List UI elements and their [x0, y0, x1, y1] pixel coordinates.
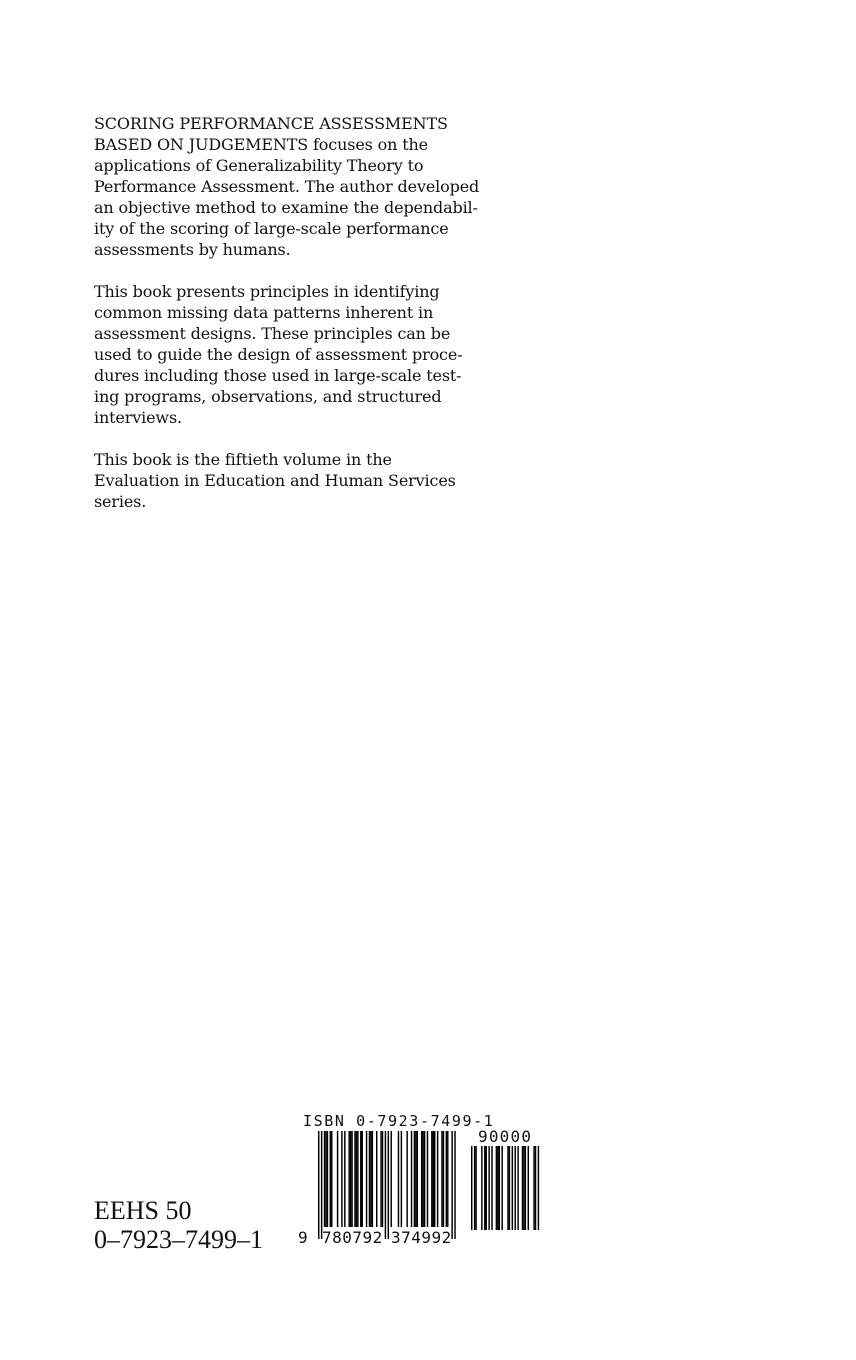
barcode-right-digits: 374992 — [391, 1228, 452, 1247]
addon-bar — [523, 1146, 524, 1230]
barcode-bar — [369, 1131, 370, 1227]
blurb-line: This book presents principles in identifying — [94, 282, 440, 301]
barcode-bar — [366, 1131, 367, 1227]
back-cover-blurb — [94, 113, 486, 533]
barcode-bar — [360, 1131, 361, 1227]
addon-bar — [499, 1146, 500, 1230]
blurb-paragraph-1 — [94, 113, 486, 260]
barcode-bar — [350, 1131, 351, 1227]
addon-bar — [538, 1146, 539, 1230]
barcode-guard-bar — [321, 1131, 322, 1239]
addon-bar — [512, 1146, 513, 1230]
barcode-bar — [331, 1131, 332, 1227]
barcode-bar — [443, 1131, 444, 1227]
barcode-bar — [417, 1131, 418, 1227]
blurb-line: Evaluation in Education and Human Services — [94, 471, 456, 490]
barcode-isbn-label: ISBN 0-7923-7499-1 — [303, 1112, 495, 1130]
addon-bar — [475, 1146, 476, 1230]
addon-bar — [535, 1146, 536, 1230]
barcode-bar — [380, 1131, 381, 1227]
addon-bar — [533, 1146, 534, 1230]
barcode-bar — [348, 1131, 349, 1227]
addon-bar — [484, 1146, 485, 1230]
barcode-bar — [382, 1131, 383, 1227]
addon-bar — [501, 1146, 502, 1230]
series-info — [94, 1196, 263, 1254]
addon-bar — [496, 1146, 497, 1230]
blurb-line: common missing data patterns inherent in — [94, 303, 434, 322]
barcode-bar — [344, 1131, 345, 1227]
barcode-bar — [356, 1131, 357, 1227]
blurb-line: series. — [94, 492, 147, 511]
blurb-line: assessments by humans. — [94, 240, 291, 259]
barcode-bar — [357, 1131, 358, 1227]
addon-bar — [486, 1146, 487, 1230]
blurb-line: BASED ON JUDGEMENTS focuses on the — [94, 135, 428, 154]
blurb-line: an objective method to examine the dependabil- — [94, 198, 478, 217]
blurb-line: SCORING PERFORMANCE ASSESSMENTS — [94, 114, 448, 133]
barcode-guard-bar — [385, 1131, 386, 1239]
barcode-bar — [351, 1131, 352, 1227]
blurb-line: used to guide the design of assessment proce- — [94, 345, 463, 364]
addon-bar — [474, 1146, 475, 1230]
barcode-bar — [327, 1131, 328, 1227]
barcode-bar — [415, 1131, 416, 1227]
barcode-bar — [398, 1131, 399, 1227]
blurb-line: This book is the fiftieth volume in the — [94, 450, 392, 469]
barcode-bar — [433, 1131, 434, 1227]
addon-bar — [471, 1146, 472, 1230]
barcode-guard-bar — [451, 1131, 452, 1239]
barcode-bar — [370, 1131, 371, 1227]
addon-bar — [522, 1146, 523, 1230]
barcode-guard-bar — [318, 1131, 319, 1239]
barcode-bar — [325, 1131, 326, 1227]
addon-bar — [525, 1146, 526, 1230]
barcode-bar — [372, 1131, 373, 1227]
barcode-bar — [341, 1131, 342, 1227]
blurb-line: dures including those used in large-scale test- — [94, 366, 462, 385]
barcode-bar — [376, 1131, 377, 1227]
addon-barcode — [471, 1146, 547, 1232]
barcode-bar — [431, 1131, 432, 1227]
blurb-line: ing programs, observations, and structured — [94, 387, 442, 406]
blurb-paragraph-3 — [94, 449, 486, 512]
addon-bar — [481, 1146, 482, 1230]
blurb-paragraph-2 — [94, 281, 486, 428]
addon-bar — [517, 1146, 518, 1230]
barcode-bar — [437, 1131, 438, 1227]
barcode-left-digits: 780792 — [322, 1228, 383, 1247]
addon-bar — [509, 1146, 510, 1230]
blurb-line: applications of Generalizability Theory to — [94, 156, 424, 175]
barcode-bar — [406, 1131, 407, 1227]
addon-bar — [488, 1146, 489, 1230]
barcode-bar — [354, 1131, 355, 1227]
barcode-bar — [391, 1131, 392, 1227]
barcode-lead-digit: 9 — [298, 1228, 308, 1247]
addon-bar — [491, 1146, 492, 1230]
barcode-addon-digits: 90000 — [478, 1127, 533, 1146]
barcode-bar — [446, 1131, 447, 1227]
addon-bar — [507, 1146, 508, 1230]
barcode-bar — [421, 1131, 422, 1227]
blurb-line: interviews. — [94, 408, 182, 427]
barcode-bar — [401, 1131, 402, 1227]
barcode-bar — [330, 1131, 331, 1227]
barcode-bar — [362, 1131, 363, 1227]
series-isbn: 0–7923–7499–1 — [94, 1225, 263, 1254]
series-code: EEHS 50 — [94, 1196, 192, 1225]
barcode-bar — [411, 1131, 412, 1227]
addon-bar — [528, 1146, 529, 1230]
barcode-bar — [427, 1131, 428, 1227]
barcode-bar — [434, 1131, 435, 1227]
barcode-guard-bar — [388, 1131, 389, 1239]
addon-bar — [497, 1146, 498, 1230]
barcode-bar — [324, 1131, 325, 1227]
blurb-line: assessment designs. These principles can be — [94, 324, 451, 343]
barcode-bar — [447, 1131, 448, 1227]
barcode-bar — [337, 1131, 338, 1227]
barcode-bar — [424, 1131, 425, 1227]
addon-bar — [515, 1146, 516, 1230]
blurb-line: Performance Assessment. The author developed — [94, 177, 480, 196]
barcode-guard-bar — [454, 1131, 455, 1239]
barcode-bar — [422, 1131, 423, 1227]
blurb-line: ity of the scoring of large-scale performance — [94, 219, 449, 238]
barcode-bar — [414, 1131, 415, 1227]
barcode-bar — [441, 1131, 442, 1227]
